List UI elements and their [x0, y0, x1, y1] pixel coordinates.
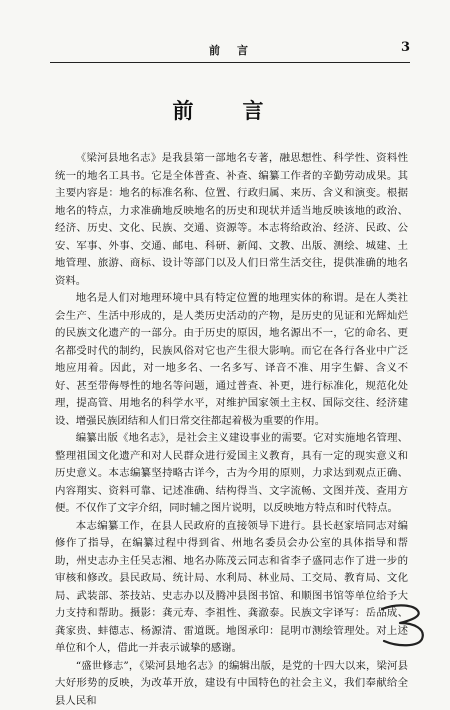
running-header: [50, 40, 410, 63]
page-number: 3: [401, 40, 410, 55]
paragraph: 编纂出版《地名志》，是社会主义建设事业的需要。它对实施地名管理、整理祖国文化遗产和对人民群众进行爱国主义教育，具有一定的现实意义和历史意义。本志编纂坚持略古详今，古为今用的原则，力求达到观点正确、内容翔实、资料可靠、记述准确、结构得当、文字流畅、文图并茂、查用方便。不仅作了文字介绍，同时辅之图片说明，以反映地方特点和时代特点。: [55, 430, 408, 518]
paragraph: “盛世修志”，《梁河县地名志》的编辑出版，是党的十四大以来，梁河县大好形势的反映，为改革开放，建设有中国特色的社会主义，我们奉献给全县人民和: [55, 658, 408, 710]
running-title: 前 言: [50, 42, 410, 58]
paragraph: 地名是人们对地理环境中具有特定位置的地理实体的称谓。是在人类社会生产、生活中形成的，是人类历史活动的产物，是历史的见证和光辉灿烂的民族文化遗产的一部分。由于历史的原因，地名源出不一，它的命名、更名都受时代的制约，民族风俗对它也产生很大影响。而它在各行各业中广泛地应用着。因此，对一地多名、一名多写、译音不准、用字生僻、含义不好、甚至带侮辱性的地名等问题，通过普查、补更，进行标准化，规范化处理，提高管、用地名的科学水平，对维护国家领土主权、国际交往、经济建设、增强民族团结和人们日常交往都起着极为重要的作用。: [55, 290, 408, 430]
handwritten-page-mark: [374, 601, 432, 649]
body-text: [55, 150, 408, 710]
paragraph: 《梁河县地名志》是我县第一部地名专著，融思想性、科学性、资料性统一的地名工具书。它是全体普查、补查、编纂工作者的辛勤劳动成果。其主要内容是：地名的标准名称、位置、行政归属、来历、含义和演变。根据地名的特点，力求准确地反映地名的历史和现状并适当地反映该地的政治、经济、历史、文化、民族、交通、资源等。本志将给政治、经济、民政、公安、军事、外事、交通、邮电、科研、新闻、文教、出版、测绘、城建、土地管理、旅游、商标、设计等部门以及人们日常生活交往，提供准确的地名资料。: [55, 150, 408, 290]
paragraph: 本志编纂工作，在县人民政府的直接领导下进行。县长赵家培同志对编修作了指导，在编纂过程中得到省、州地名委员会办公室的具体指导和帮助，州史志办主任吴志湘、地名办陈茂云同志和省李子盛同志作了进一步的审核和修改。县民政局、统计局、水利局、林业局、工交局、教育局、文化局、武装部、茶技站、史志办以及腾冲县图书馆、和顺图书馆等单位给予大力支持和帮助。摄影：龚元寿、李祖性、龚澈泰。民族文字译写：岳品成、龚家贵、蚌德志、杨源清、雷道既。地图承印：昆明市测绘管理处。对上述单位和个人，借此一并表示诚挚的感谢。: [55, 518, 408, 658]
page-title: 前 言: [0, 95, 450, 125]
